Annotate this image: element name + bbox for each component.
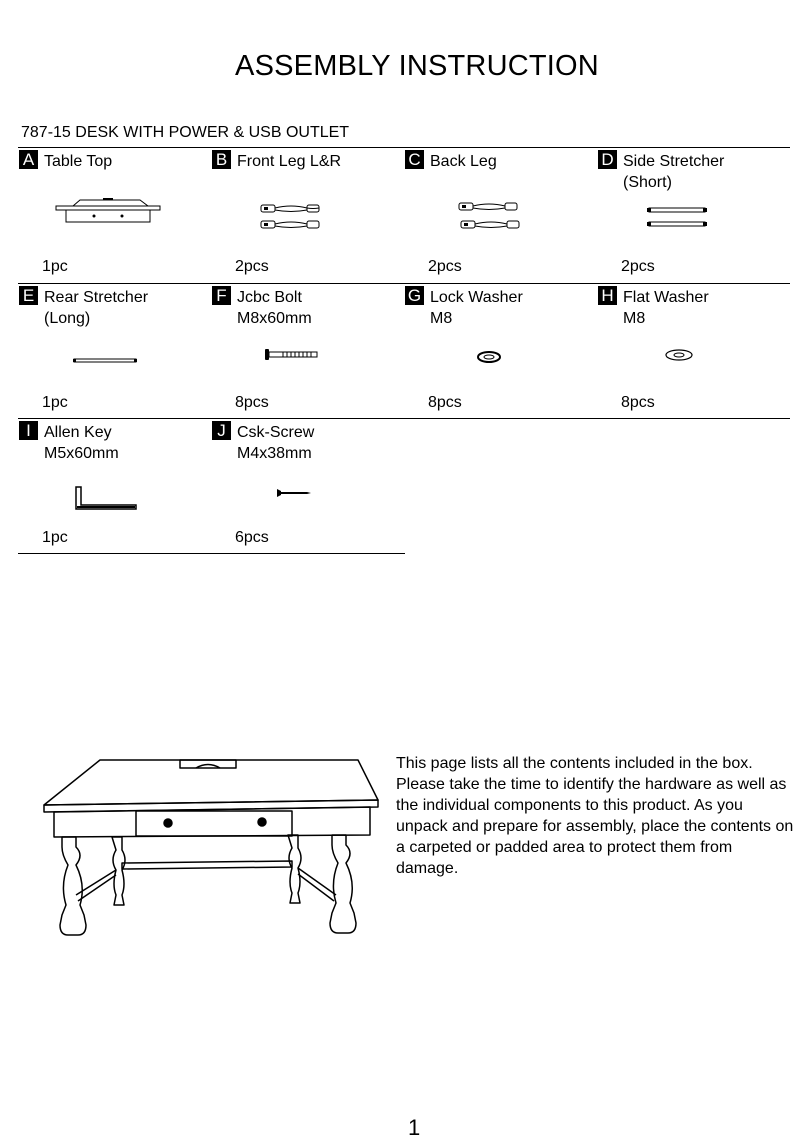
part-f <box>211 284 404 419</box>
part-letter: H <box>598 286 617 305</box>
part-qty: 2pcs <box>428 258 462 275</box>
part-qty: 8pcs <box>621 394 655 411</box>
lock-washer-icon <box>404 324 594 374</box>
product-name: 787-15 DESK WITH POWER & USB OUTLET <box>21 124 350 141</box>
part-name: Back Leg <box>430 153 497 170</box>
part-letter: J <box>212 421 231 440</box>
part-letter: C <box>405 150 424 169</box>
part-name: Lock Washer M8 <box>430 289 523 327</box>
page-title: ASSEMBLY INSTRUCTION <box>235 50 599 82</box>
part-name: Front Leg L&R <box>237 153 342 170</box>
part-i <box>18 419 211 554</box>
part-letter: A <box>19 150 38 169</box>
bolt-icon <box>211 324 401 374</box>
table-top-icon <box>18 188 208 238</box>
part-qty: 1pc <box>42 394 68 411</box>
part-h <box>597 284 790 419</box>
contents-description: This page lists all the contents included in the box. Please take the time to identify the hardware as well as the individual components to this product. As you unpack and prepare for assembly, place the contents on a carpeted or padded area to protect them from damage. <box>396 755 794 877</box>
part-c <box>404 148 597 283</box>
part-letter: B <box>212 150 231 169</box>
part-qty: 1pc <box>42 529 68 546</box>
part-name: Side Stretcher (Short) <box>623 153 725 191</box>
rear-stretcher-icon <box>18 324 208 374</box>
side-stretcher-icon <box>597 188 787 238</box>
part-letter: D <box>598 150 617 169</box>
part-a <box>18 148 211 283</box>
screw-icon <box>211 459 401 509</box>
allen-key-icon <box>18 459 208 519</box>
part-name: Flat Washer M8 <box>623 289 709 327</box>
page-number: 1 <box>408 1115 421 1140</box>
part-name: Table Top <box>44 153 113 170</box>
part-e <box>18 284 211 419</box>
desk-illustration <box>40 755 385 950</box>
part-qty: 6pcs <box>235 529 269 546</box>
part-g <box>404 284 597 419</box>
part-qty: 8pcs <box>235 394 269 411</box>
part-qty: 1pc <box>42 258 68 275</box>
part-qty: 2pcs <box>621 258 655 275</box>
part-name: Csk-Screw M4x38mm <box>237 424 315 462</box>
part-d <box>597 148 790 283</box>
flat-washer-icon <box>597 324 787 374</box>
part-name: Rear Stretcher (Long) <box>44 289 149 327</box>
part-b <box>211 148 404 283</box>
back-leg-icon <box>404 188 594 238</box>
part-letter: E <box>19 286 38 305</box>
part-letter: F <box>212 286 231 305</box>
part-name: Allen Key M5x60mm <box>44 424 119 462</box>
front-leg-icon <box>211 188 401 238</box>
part-letter: G <box>405 286 424 305</box>
part-letter: I <box>19 421 38 440</box>
part-name: Jcbc Bolt M8x60mm <box>237 289 312 327</box>
part-qty: 8pcs <box>428 394 462 411</box>
part-j <box>211 419 404 554</box>
part-qty: 2pcs <box>235 258 269 275</box>
